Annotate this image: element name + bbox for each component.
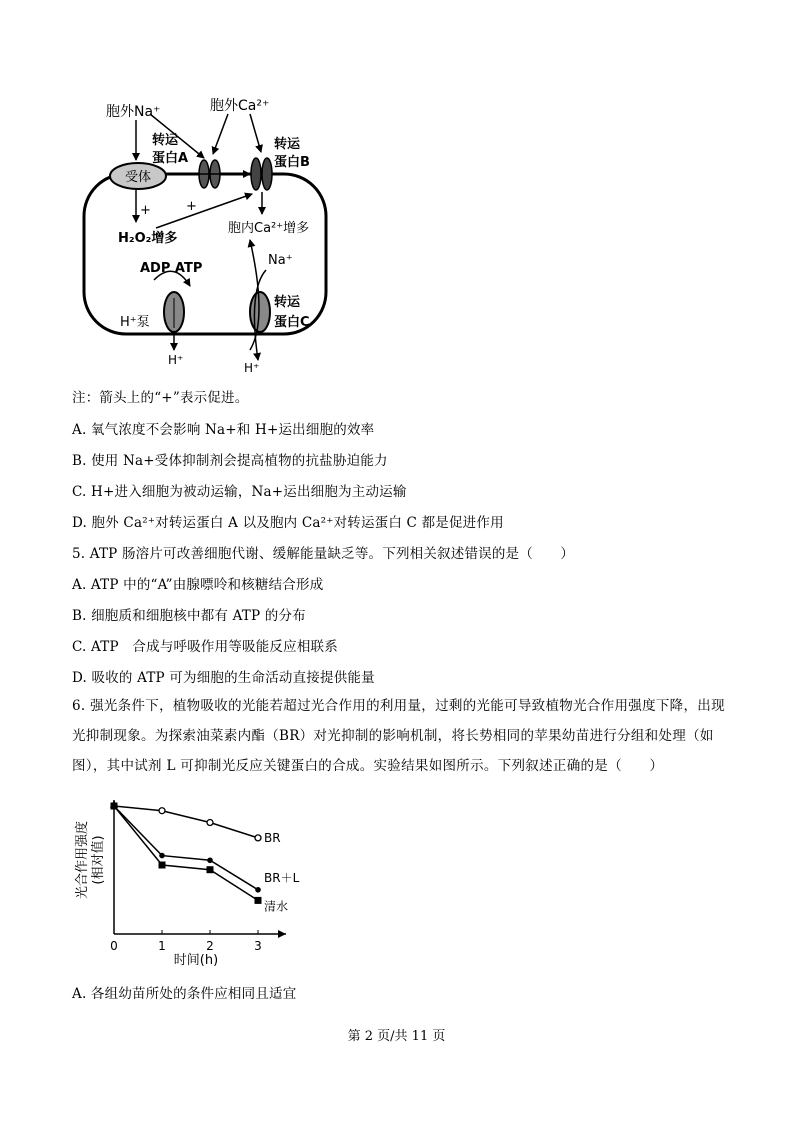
data-point [111,803,118,810]
receptor-label: 受体 [124,170,152,185]
h-plus-label-2: H⁺ [244,361,260,375]
ion-transport-diagram [70,90,340,380]
chart-ylabel-1: 光合作用强度 [75,820,90,900]
x-tick-label: 3 [254,939,262,953]
h-pump-label: H⁺泵 [120,315,150,330]
transporter-c-label-2: 蛋白C [274,315,310,330]
q4-option-b: B. 使用 Na+受体抑制剂会提高植物的抗盐胁迫能力 [72,453,388,469]
q4-option-c: C. H+进入细胞为被动运输，Na+运出细胞为主动运输 [72,484,407,500]
plus-sign-1: + [140,203,151,218]
transporter-c-icon [250,292,270,332]
q5-option-d: D. 吸收的 ATP 可为细胞的生命活动直接提供能量 [72,670,375,686]
transporter-a-label-1: 转运 [152,133,179,148]
extracellular-na-label: 胞外Na⁺ [106,104,161,120]
series-line [114,806,258,890]
plus-sign-2: + [186,199,197,214]
data-point [255,835,261,841]
q5-option-b: B. 细胞质和细胞核中都有 ATP 的分布 [72,608,306,624]
transporter-b-label-2: 蛋白B [274,155,310,170]
x-tick-label: 0 [110,939,118,953]
adp-atp-label: ADP ATP [140,261,203,276]
data-point [159,808,165,814]
photosynthesis-chart [70,792,310,972]
extracellular-ca-label: 胞外Ca²⁺ [210,98,270,114]
series-label: BR＋L [264,870,300,885]
transporter-a-label-2: 蛋白A [152,151,189,166]
transporter-c-label-1: 转运 [274,295,301,310]
q6-option-a: A. 各组幼苗所处的条件应相同且适宜 [72,986,297,1002]
x-tick-label: 2 [206,939,214,953]
q5-option-c: C. ATP 合成与呼吸作用等吸能反应相联系 [72,639,338,655]
data-point [207,866,214,873]
na-plus-label: Na⁺ [268,253,293,268]
transporter-b-icon [251,158,272,190]
x-axis-arrow-icon [278,930,286,938]
q4-option-a: A. 氧气浓度不会影响 Na+和 H+运出细胞的效率 [72,422,375,438]
q4-option-d: D. 胞外 Ca²⁺对转运蛋白 A 以及胞内 Ca²⁺对转运蛋白 C 都是促进作用 [72,515,504,531]
page-footer: 第 2 页/共 11 页 [347,1029,446,1044]
transporter-b-label-1: 转运 [274,137,301,152]
series-label: 清水 [264,899,289,914]
chart-xlabel: 时间(h) [173,953,219,968]
x-tick-label: 1 [158,939,166,953]
data-point [159,853,165,859]
data-point [207,857,213,863]
intracellular-ca-label: 胞内Ca²⁺增多 [228,221,310,236]
note-text: 注：箭头上的“+”表示促进。 [72,390,249,406]
q5-stem: 5. ATP 肠溶片可改善细胞代谢、缓解能量缺乏等。下列相关叙述错误的是（ ） [72,546,575,562]
q6-stem: 6. 强光条件下，植物吸收的光能若超过光合作用的利用量，过剩的光能可导致植物光合作用强度下降，出现光抑制现象。为探索油菜素内酯（BR）对光抑制的影响机制，将长势相同的苹果幼苗进行分组和处理（如图），其中试剂 L 可抑制光反应关键蛋白的合成。实验结果如图所示。下列叙述正确的是（ ） [72,698,725,774]
h2o2-label: H₂O₂增多 [118,231,178,246]
series-line [114,806,258,900]
data-point [255,897,262,904]
chart-ylabel-2: (相对值) [91,835,106,885]
data-point [159,862,166,869]
data-point [255,887,261,893]
series-label: BR [264,830,281,845]
data-point [207,820,213,826]
q5-option-a: A. ATP 中的“A”由腺嘌呤和核糖结合形成 [72,577,324,593]
h-plus-label-1: H⁺ [168,353,184,367]
